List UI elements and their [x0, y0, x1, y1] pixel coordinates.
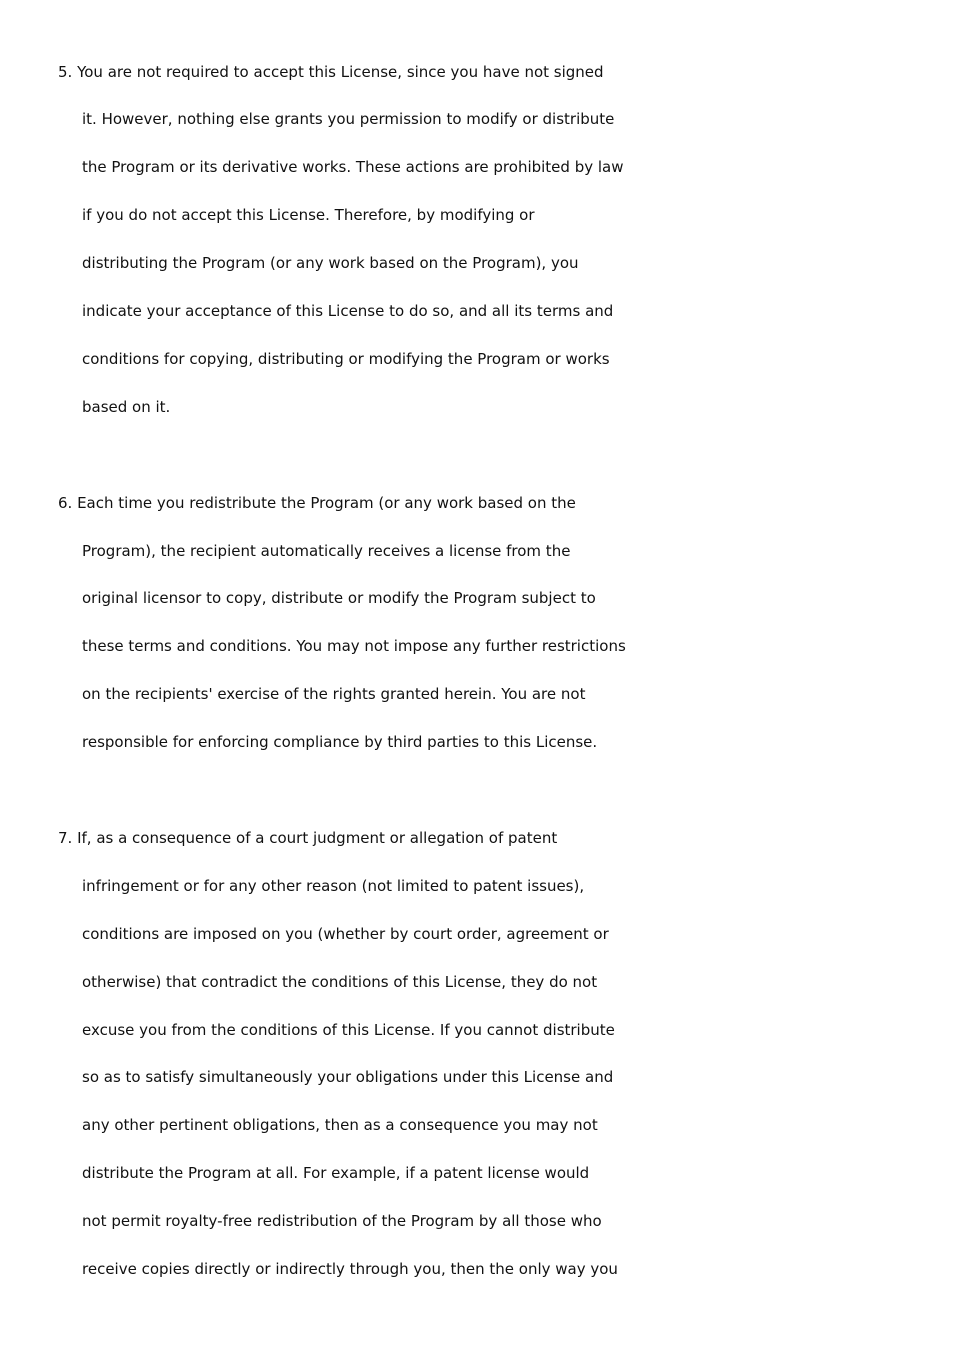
clause-6-line-5: on the recipients' exercise of the rights granted herein. You are not	[82, 685, 586, 703]
clause-5-line-6: indicate your acceptance of this License to do so, and all its terms and	[82, 302, 614, 320]
clause-5-line-1: 5. You are not required to accept this License, since you have not signed	[58, 63, 604, 81]
clause-6-line-1: 6. Each time you redistribute the Program (or any work based on the	[58, 494, 576, 512]
clause-7-line-6: so as to satisfy simultaneously your obligations under this License and	[82, 1068, 614, 1086]
clause-7-line-3: conditions are imposed on you (whether by court order, agreement or	[82, 925, 609, 943]
clause-7-line-4: otherwise) that contradict the conditions of this License, they do not	[82, 973, 598, 991]
clause-7-line-1: 7. If, as a consequence of a court judgment or allegation of patent	[58, 829, 558, 847]
clause-7-line-2: infringement or for any other reason (not limited to patent issues),	[82, 877, 585, 895]
clause-6-line-6: responsible for enforcing compliance by third parties to this License.	[82, 733, 598, 751]
clause-6-line-2: Program), the recipient automatically receives a license from the	[82, 542, 571, 560]
clause-6-line-4: these terms and conditions. You may not impose any further restrictions	[82, 637, 626, 655]
clause-7-line-9: not permit royalty-free redistribution of the Program by all those who	[82, 1212, 602, 1230]
clause-5-line-2: it. However, nothing else grants you permission to modify or distribute	[82, 110, 615, 128]
clause-7-line-10: receive copies directly or indirectly through you, then the only way you	[82, 1260, 618, 1278]
clause-5-line-5: distributing the Program (or any work based on the Program), you	[82, 254, 579, 272]
clause-5-line-3: the Program or its derivative works. These actions are prohibited by law	[82, 158, 624, 176]
clause-5-line-4: if you do not accept this License. Therefore, by modifying or	[82, 206, 535, 224]
clause-6-line-3: original licensor to copy, distribute or modify the Program subject to	[82, 589, 596, 607]
clause-5-line-8: based on it.	[82, 398, 171, 416]
clause-7-line-7: any other pertinent obligations, then as a consequence you may not	[82, 1116, 598, 1134]
clause-5-line-7: conditions for copying, distributing or modifying the Program or works	[82, 350, 610, 368]
clause-7-line-8: distribute the Program at all. For example, if a patent license would	[82, 1164, 590, 1182]
clause-7-line-5: excuse you from the conditions of this License. If you cannot distribute	[82, 1021, 615, 1039]
